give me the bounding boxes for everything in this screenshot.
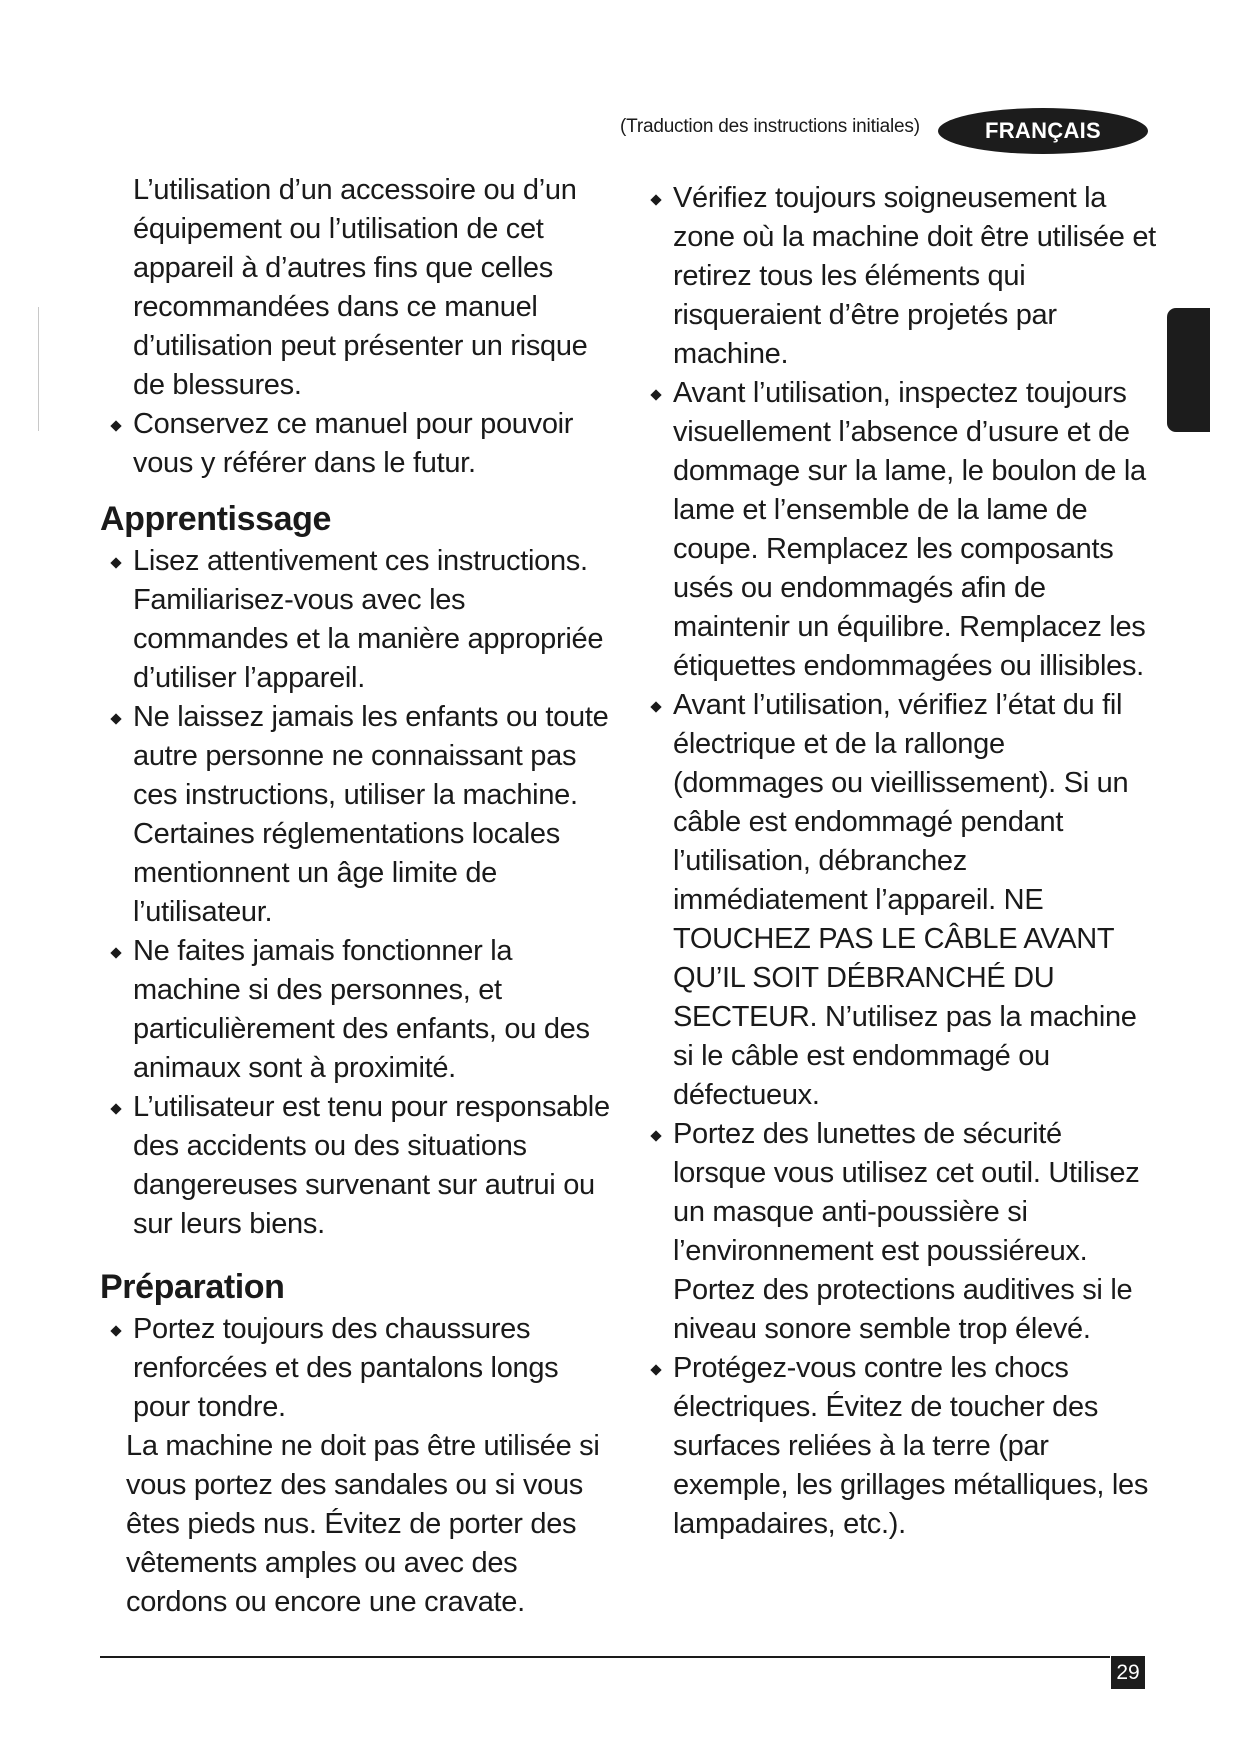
list-item (640, 179, 1160, 374)
list-item-text: Portez des lunettes de sécurité lorsque vous utilisez cet outil. Utilisez un masque anti-poussière si l’environnement est poussiéreux. Portez des protections auditives si le niveau sonore semble trop élevé. (673, 1118, 1140, 1345)
diamond-bullet-icon (110, 1325, 121, 1336)
diamond-bullet-icon (110, 420, 121, 431)
list-item-text: Ne laissez jamais les enfants ou toute autre personne ne connaissant pas ces instructions, utiliser la machine. Certaines réglementations locales mentionnent un âge limite de l’utilisateur. (133, 701, 609, 928)
heading-apprentissage: Apprentissage (100, 500, 331, 538)
list-item-text: Avant l’utilisation, vérifiez l’état du fil électrique et de la rallonge (dommages ou vieillissement). Si un câble est endommagé pendant l’utilisation, débranchez immédiatement l’appareil. NE TOUCHEZ PAS LE CÂBLE AVANT QU’IL SOIT DÉBRANCHÉ DU SECTEUR. N’utilisez pas la machine si le câble est endommagé ou défectueux. (673, 689, 1137, 1111)
list-item (640, 1349, 1160, 1544)
diamond-bullet-icon (110, 557, 121, 568)
heading-preparation: Préparation (100, 1268, 285, 1306)
list-item (100, 698, 620, 932)
right-column (640, 179, 1160, 1544)
list-item (640, 374, 1160, 686)
page-number: 29 (1111, 1656, 1145, 1689)
left-column (100, 171, 620, 1622)
intro-paragraph: L’utilisation d’un accessoire ou d’un équipement ou l’utilisation de cet appareil à d’autres fins que celles recommandées dans ce manuel d’utilisation peut présenter un risque de blessures. (133, 174, 588, 401)
list-item (100, 932, 620, 1088)
diamond-bullet-icon (650, 1364, 661, 1375)
list-item-text: Ne faites jamais fonctionner la machine si des personnes, et particulièrement des enfants, ou des animaux sont à proximité. (133, 935, 590, 1084)
list-item (640, 1115, 1160, 1349)
list-item (100, 1088, 620, 1244)
list-item (100, 1310, 620, 1427)
margin-rule (38, 307, 39, 431)
list-item-text: Conservez ce manuel pour pouvoir vous y référer dans le futur. (133, 408, 574, 479)
diamond-bullet-icon (650, 194, 661, 205)
list-item-text: Lisez attentivement ces instructions. Familiarisez-vous avec les commandes et la manière appropriée d’utiliser l’appareil. (133, 545, 604, 694)
sandals-note-paragraph: La machine ne doit pas être utilisée si vous portez des sandales ou si vous êtes pieds nus. Évitez de porter des vêtements amples ou avec des cordons ou encore une cravate. (126, 1430, 600, 1618)
footer-rule (100, 1656, 1110, 1658)
list-item-text: L’utilisateur est tenu pour responsable des accidents ou des situations dangereuses survenant sur autrui ou sur leurs biens. (133, 1091, 610, 1240)
diamond-bullet-icon (650, 389, 661, 400)
diamond-bullet-icon (110, 947, 121, 958)
language-badge: FRANÇAIS (938, 108, 1148, 154)
diamond-bullet-icon (110, 1103, 121, 1114)
diamond-bullet-icon (650, 701, 661, 712)
list-item (640, 686, 1160, 1115)
list-item-text: Avant l’utilisation, inspectez toujours visuellement l’absence d’usure et de dommage sur la lame, le boulon de la lame et l’ensemble de la lame de coupe. Remplacez les composants usés ou endommagés afin de maintenir un équilibre. Remplacez les étiquettes endommagées ou illisibles. (673, 377, 1146, 682)
diamond-bullet-icon (650, 1130, 661, 1141)
list-item-text: Protégez-vous contre les chocs électriques. Évitez de toucher des surfaces reliées à la terre (par exemple, les grillages métalliques, les lampadaires, etc.). (673, 1352, 1149, 1540)
list-item-text: Vérifiez toujours soigneusement la zone où la machine doit être utilisée et retirez tous les éléments qui risqueraient d’être projetés par machine. (673, 182, 1156, 370)
translation-note: (Traduction des instructions initiales) (620, 116, 920, 137)
diamond-bullet-icon (110, 713, 121, 724)
section-side-tab (1167, 308, 1210, 432)
list-item (100, 542, 620, 698)
list-item-keep-manual (100, 405, 620, 483)
list-item-text: Portez toujours des chaussures renforcées et des pantalons longs pour tondre. (133, 1313, 559, 1423)
